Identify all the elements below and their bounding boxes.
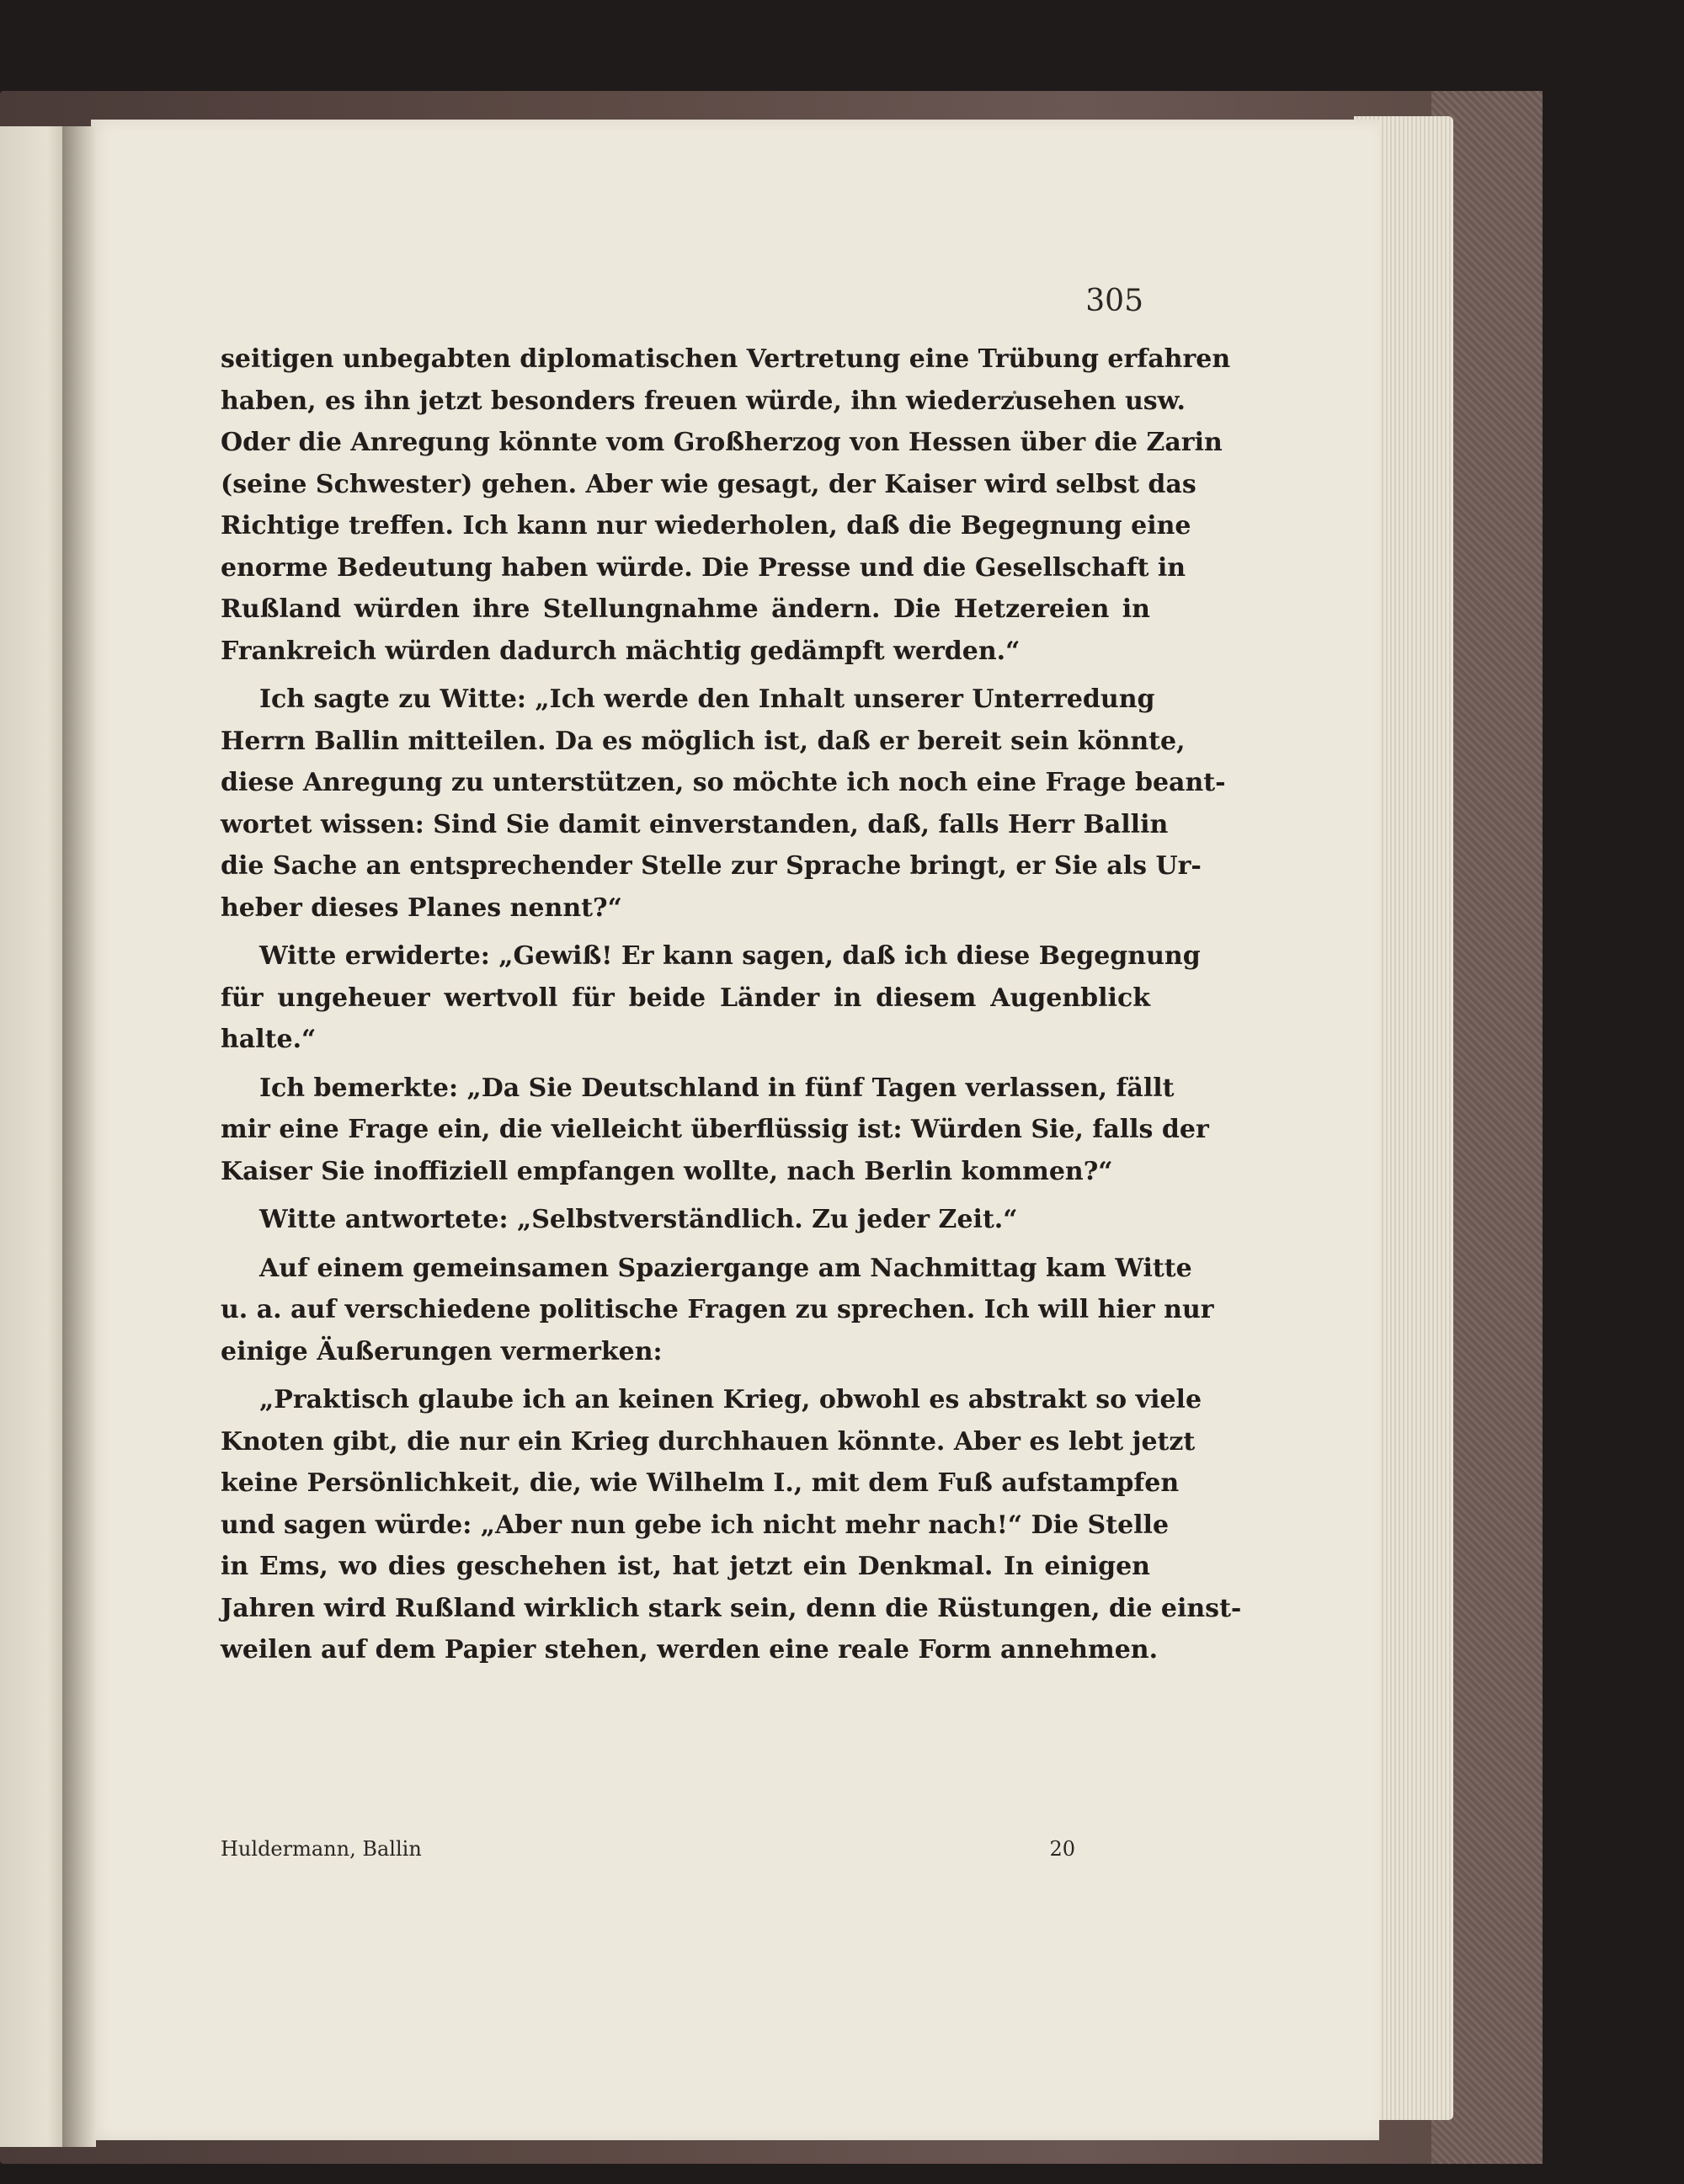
signature-mark: Huldermann, Ballin	[221, 1837, 422, 1861]
text-line: Frankreich würden dadurch mächtig gedämpft werden.“	[221, 636, 1021, 666]
text-line: mir eine Frage ein, die vielleicht überflüssig ist: Würden Sie, falls der	[221, 1115, 1209, 1144]
text-line: „Praktisch glaube ich an keinen Krieg, obwohl es abstrakt so viele	[259, 1385, 1202, 1414]
text-line: Kaiser Sie inoffiziell empfangen wollte, nach Berlin kommen?“	[221, 1156, 1113, 1186]
text-line: Ich sagte zu Witte: „Ich werde den Inhalt unserer Unterredung	[259, 684, 1155, 714]
left-page-edge	[0, 126, 67, 2147]
text-line: halte.“	[221, 1025, 317, 1054]
text-line: für ungeheuer wertvoll für beide Länder in diesem Augenblick	[221, 983, 1150, 1013]
text-line: Witte antwortete: „Selbstverständlich. Zu jeder Zeit.“	[259, 1205, 1018, 1234]
text-line: einige Äußerungen vermerken:	[221, 1336, 663, 1366]
text-line: Jahren wird Rußland wirklich stark sein, denn die Rüstungen, die einst-	[221, 1593, 1242, 1623]
text-line: Knoten gibt, die nur ein Krieg durchhauen könnte. Aber es lebt jetzt	[221, 1426, 1196, 1457]
text-line: und sagen würde: „Aber nun gebe ich nicht mehr nach!“ Die Stelle	[221, 1510, 1170, 1540]
text-line: u. a. auf verschiedene politische Fragen zu sprechen. Ich will hier nur	[221, 1295, 1214, 1324]
text-line: enorme Bedeutung haben würde. Die Presse und die Gesellschaft in	[221, 552, 1186, 583]
text-line: diese Anregung zu unterstützen, so möchte ich noch eine Frage beant-	[221, 768, 1226, 797]
text-line: keine Persönlichkeit, die, wie Wilhelm I., mit dem Fuß aufstampfen	[221, 1468, 1180, 1498]
text-line: seitigen unbegabten diplomatischen Vertretung eine Trübung erfahren	[221, 344, 1231, 374]
text-line: in Ems, wo dies geschehen ist, hat jetzt ein Denkmal. In einigen	[221, 1552, 1150, 1581]
book-page	[91, 120, 1379, 2140]
text-line: heber dieses Planes nennt?“	[221, 892, 622, 923]
page-body	[221, 338, 1242, 1671]
text-line: die Sache an entsprechender Stelle zur Sprache bringt, er Sie als Ur-	[221, 851, 1202, 881]
text-line: weilen auf dem Papier stehen, werden eine reale Form annehmen.	[221, 1635, 1159, 1665]
text-line: Ich bemerkte: „Da Sie Deutschland in fünf Tagen verlassen, fällt	[259, 1073, 1175, 1103]
text-line: Witte erwiderte: „Gewiß! Er kann sagen, daß ich diese Begegnung	[259, 941, 1201, 971]
text-line: Herrn Ballin mitteilen. Da es möglich ist, daß er bereit sein könnte,	[221, 726, 1186, 756]
text-line: Richtige treffen. Ich kann nur wiederholen, daß die Begegnung eine	[221, 511, 1191, 541]
text-line: Auf einem gemeinsamen Spaziergange am Nachmittag kam Witte	[259, 1253, 1192, 1283]
text-line: wortet wissen: Sind Sie damit einverstanden, daß, falls Herr Ballin	[221, 809, 1169, 839]
page-number: 305	[1085, 284, 1143, 318]
text-line: Oder die Anregung könnte vom Großherzog von Hessen über die Zarin	[221, 428, 1223, 457]
book-gutter	[62, 126, 96, 2147]
text-line: haben, es ihn jetzt besonders freuen würde, ihn wiederzusehen usw.	[221, 386, 1186, 416]
text-line: Rußland würden ihre Stellungnahme ändern. Die Hetzereien in	[221, 594, 1150, 624]
text-line: (seine Schwester) gehen. Aber wie gesagt, der Kaiser wird selbst das	[221, 469, 1196, 499]
sheet-number: 20	[1049, 1837, 1075, 1861]
